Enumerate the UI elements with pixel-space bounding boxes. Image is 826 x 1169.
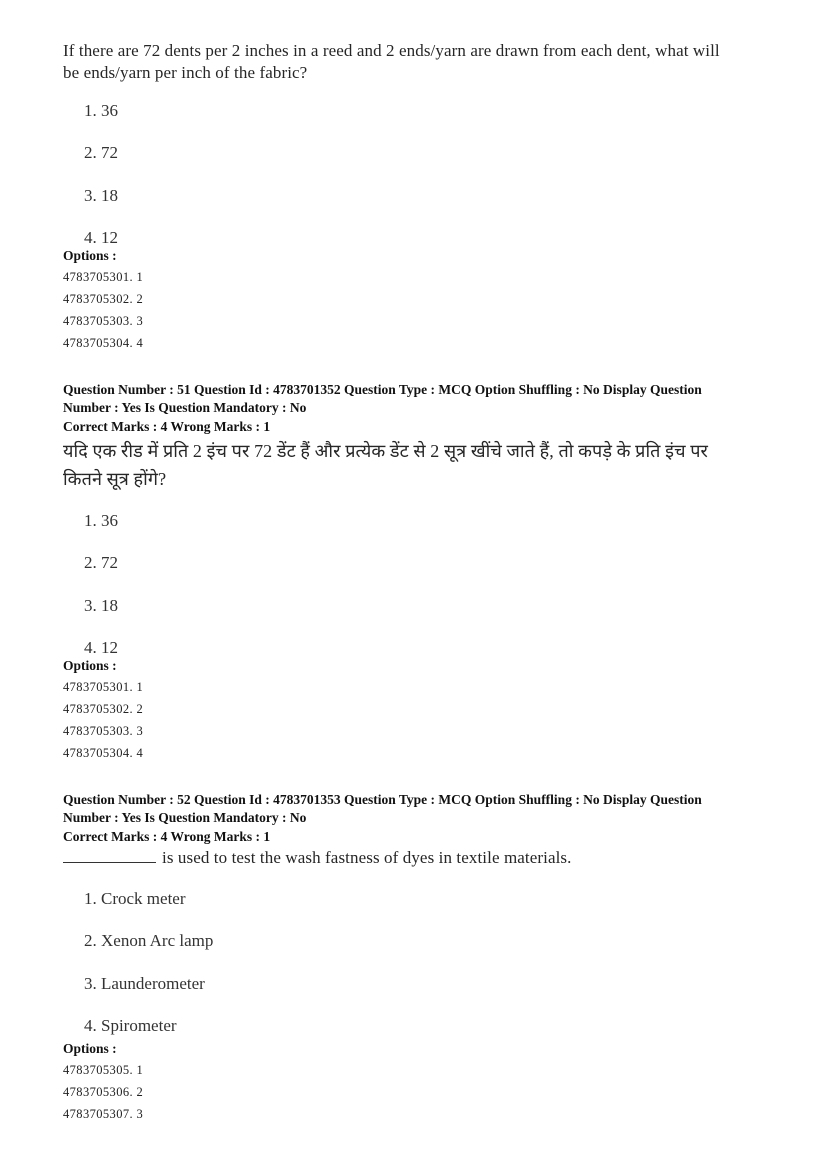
q51-text-line2: कितने सूत्र होंगे? — [63, 469, 167, 489]
q51-option-id-1: 4783705301. 1 — [63, 680, 144, 694]
q51-text-line1: यदि एक रीड में प्रति 2 इंच पर 72 डेंट हैं और प्रत्येक डेंट से 2 सूत्र खींचे जाते हैं, तो कपड़े के प्रति इंच पर — [63, 441, 709, 461]
q52-question — [63, 849, 572, 866]
q50-option-id-1: 4783705301. 1 — [63, 270, 144, 284]
q51-meta-line2: Number : Yes Is Question Mandatory : No — [63, 400, 307, 415]
q52-choice-1: 1. Crock meter — [84, 889, 186, 908]
q51-choice-3: 3. 18 — [84, 596, 118, 615]
q51-options-label: Options : — [63, 658, 117, 673]
q52-blank-line — [63, 850, 156, 863]
q50-option-id-4: 4783705304. 4 — [63, 336, 144, 350]
q52-meta-line2: Number : Yes Is Question Mandatory : No — [63, 810, 307, 825]
q50-option-id-3: 4783705303. 3 — [63, 314, 144, 328]
q52-option-id-3: 4783705307. 3 — [63, 1107, 144, 1121]
q51-marks: Correct Marks : 4 Wrong Marks : 1 — [63, 419, 271, 434]
q51-choice-2: 2. 72 — [84, 553, 118, 572]
q51-choice-4: 4. 12 — [84, 638, 118, 657]
q52-marks: Correct Marks : 4 Wrong Marks : 1 — [63, 829, 271, 844]
q50-options-label: Options : — [63, 248, 117, 263]
q50-text-line2: be ends/yarn per inch of the fabric? — [63, 63, 308, 82]
q51-option-id-4: 4783705304. 4 — [63, 746, 144, 760]
q52-meta-line1: Question Number : 52 Question Id : 4783701353 Question Type : MCQ Option Shuffling : No Display Question — [63, 792, 702, 807]
q50-choice-2: 2. 72 — [84, 143, 118, 162]
q50-choice-1: 1. 36 — [84, 101, 118, 120]
q52-option-id-1: 4783705305. 1 — [63, 1063, 144, 1077]
q50-text-line1: If there are 72 dents per 2 inches in a reed and 2 ends/yarn are drawn from each dent, what will — [63, 41, 720, 60]
q51-option-id-3: 4783705303. 3 — [63, 724, 144, 738]
q52-choice-2: 2. Xenon Arc lamp — [84, 931, 214, 950]
q51-meta-line1: Question Number : 51 Question Id : 4783701352 Question Type : MCQ Option Shuffling : No Display Question — [63, 382, 702, 397]
q52-choice-3: 3. Launderometer — [84, 974, 205, 993]
q50-choice-4: 4. 12 — [84, 228, 118, 247]
q52-text: is used to test the wash fastness of dyes in textile materials. — [162, 848, 572, 867]
q52-choice-4: 4. Spirometer — [84, 1016, 177, 1035]
q50-option-id-2: 4783705302. 2 — [63, 292, 144, 306]
q52-options-label: Options : — [63, 1041, 117, 1056]
q52-option-id-2: 4783705306. 2 — [63, 1085, 144, 1099]
q51-option-id-2: 4783705302. 2 — [63, 702, 144, 716]
q50-choice-3: 3. 18 — [84, 186, 118, 205]
q51-choice-1: 1. 36 — [84, 511, 118, 530]
